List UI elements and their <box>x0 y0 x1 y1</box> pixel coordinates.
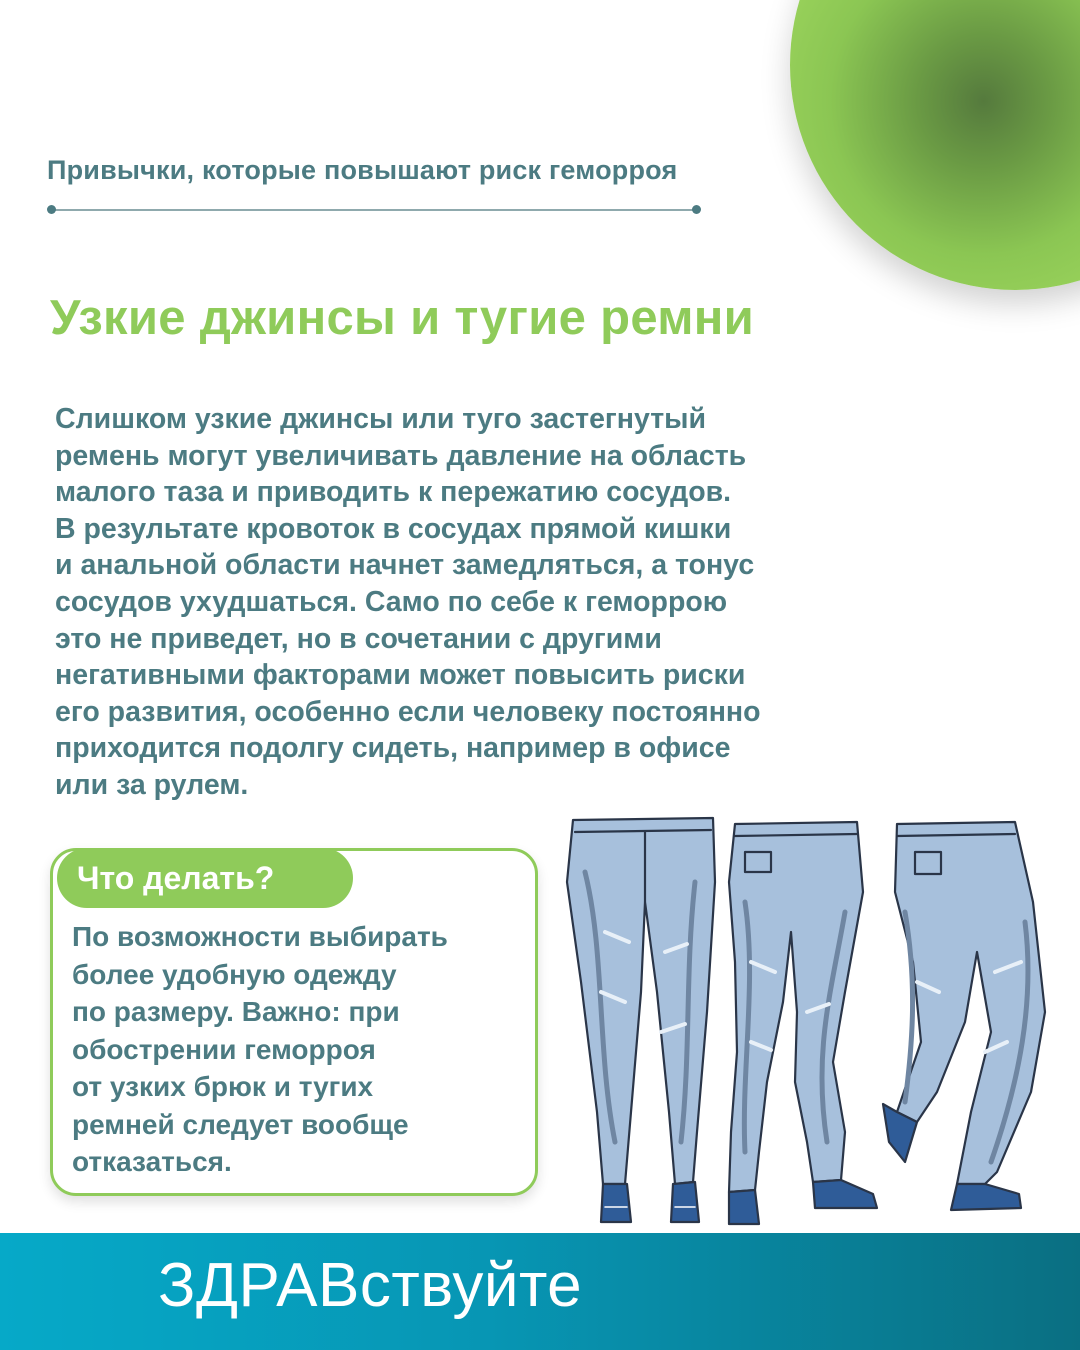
decorative-green-circle <box>790 0 1080 290</box>
body-line: негативными факторами может повысить риски <box>55 659 746 692</box>
body-line: В результате кровоток в сосудах прямой кишки <box>55 512 732 545</box>
advice-line: ремней следует вообще <box>72 1108 409 1140</box>
divider-dot-right <box>692 205 701 214</box>
body-line: ремень могут увеличивать давление на область <box>55 439 747 472</box>
advice-line: обострении геморроя <box>72 1033 376 1065</box>
jeans-pair-middle <box>729 822 877 1224</box>
divider-dot-left <box>47 205 56 214</box>
advice-line: отказаться. <box>72 1146 232 1177</box>
advice-label: Что делать? <box>57 848 353 908</box>
jeans-pair-left <box>567 818 715 1222</box>
body-paragraph <box>55 401 885 804</box>
title-divider <box>47 205 701 214</box>
body-line: приходится подолгу сидеть, например в офисе <box>55 732 731 765</box>
jeans-pair-right <box>883 822 1045 1210</box>
body-line: его развития, особенно если человеку постоянно <box>55 695 761 728</box>
body-line: сосудов ухудшаться. Само по себе к геморрою <box>55 585 728 618</box>
brand-logo: ЗДРАВствуйте <box>158 1251 583 1320</box>
series-title: Привычки, которые повышают риск геморроя <box>47 155 678 185</box>
body-line: и анальной области начнет замедляться, а тонус <box>55 549 755 582</box>
body-line: малого таза и приводить к пережатию сосудов. <box>55 476 732 509</box>
advice-line: более удобную одежду <box>72 958 397 990</box>
advice-line: По возможности выбирать <box>72 921 448 952</box>
advice-text <box>72 918 448 1181</box>
divider-line <box>51 209 697 211</box>
body-line: это не приведет, но в сочетании с другими <box>55 622 662 655</box>
advice-line: по размеру. Важно: при <box>72 996 400 1027</box>
body-line: или за рулем. <box>55 768 249 801</box>
body-line: Слишком узкие джинсы или туго застегнутый <box>55 403 707 435</box>
slide-heading: Узкие джинсы и тугие ремни <box>50 291 755 345</box>
jeans-icon <box>545 812 1075 1252</box>
advice-line: от узких брюк и тугих <box>72 1071 374 1102</box>
